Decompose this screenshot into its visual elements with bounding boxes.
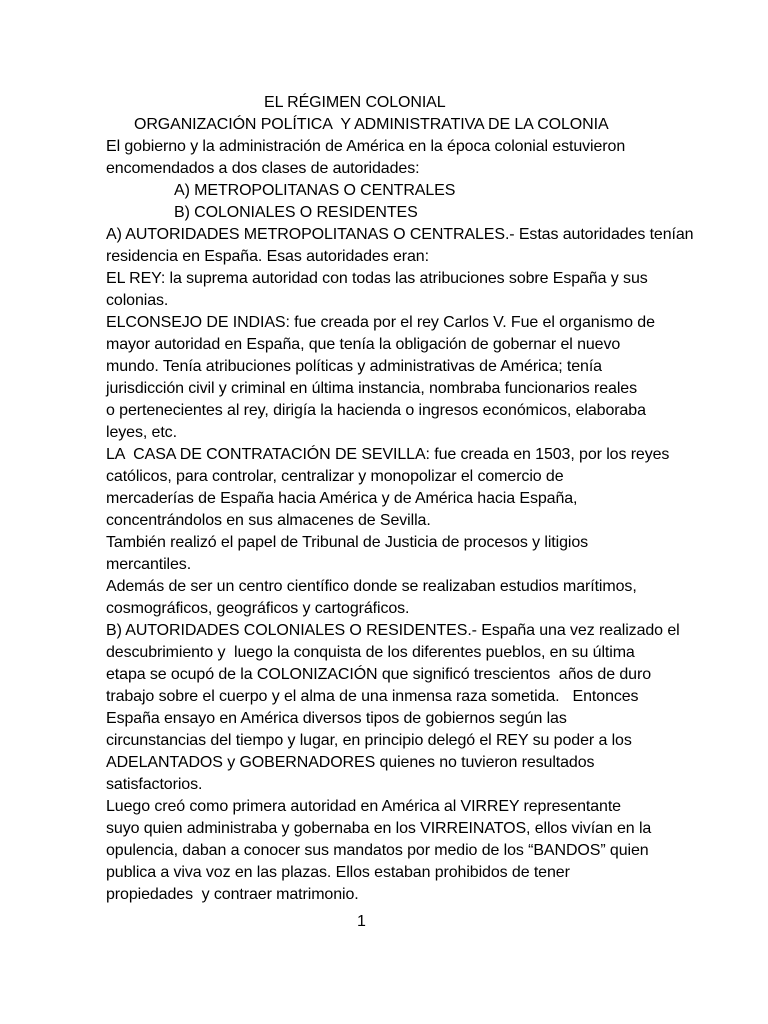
paragraph-line: publica a viva voz en las plazas. Ellos estaban prohibidos de tener <box>106 864 570 881</box>
paragraph-line: Luego creó como primera autoridad en América al VIRREY representante <box>106 798 621 815</box>
paragraph-line: España ensayo en América diversos tipos de gobiernos según las <box>106 710 567 727</box>
paragraph-line: mundo. Tenía atribuciones políticas y administrativas de América; tenía <box>106 358 602 375</box>
paragraph-line: El gobierno y la administración de América en la época colonial estuvieron <box>106 138 626 155</box>
paragraph-line: satisfactorios. <box>106 776 203 793</box>
paragraph-line: Además de ser un centro científico donde se realizaban estudios marítimos, <box>106 578 637 595</box>
list-item: B) COLONIALES O RESIDENTES <box>174 204 418 221</box>
paragraph-line: etapa se ocupó de la COLONIZACIÓN que significó trescientos años de duro <box>106 666 651 683</box>
paragraph-line: propiedades y contraer matrimonio. <box>106 886 359 903</box>
document-body <box>106 92 694 906</box>
paragraph-line: encomendados a dos clases de autoridades: <box>106 160 420 177</box>
page-subtitle: ORGANIZACIÓN POLÍTICA Y ADMINISTRATIVA DE LA COLONIA <box>134 116 609 133</box>
paragraph-line: jurisdicción civil y criminal en última instancia, nombraba funcionarios reales <box>106 380 637 397</box>
paragraph-line: trabajo sobre el cuerpo y el alma de una inmensa raza sometida. Entonces <box>106 688 639 705</box>
page-number: 1 <box>357 913 366 930</box>
paragraph-line: ADELANTADOS y GOBERNADORES quienes no tuvieron resultados <box>106 754 595 771</box>
paragraph-line: colonias. <box>106 292 169 309</box>
paragraph-line: A) AUTORIDADES METROPOLITANAS O CENTRALES.- Estas autoridades tenían <box>106 226 694 243</box>
paragraph-line: católicos, para controlar, centralizar y monopolizar el comercio de <box>106 468 564 485</box>
paragraph-line: mercaderías de España hacia América y de América hacia España, <box>106 490 578 507</box>
page-title: EL RÉGIMEN COLONIAL <box>264 94 446 111</box>
paragraph-line: B) AUTORIDADES COLONIALES O RESIDENTES.- España una vez realizado el <box>106 622 680 639</box>
paragraph-line: residencia en España. Esas autoridades eran: <box>106 248 429 265</box>
paragraph-line: ELCONSEJO DE INDIAS: fue creada por el rey Carlos V. Fue el organismo de <box>106 314 655 331</box>
paragraph-line: opulencia, daban a conocer sus mandatos por medio de los “BANDOS” quien <box>106 842 649 859</box>
paragraph-line: suyo quien administraba y gobernaba en los VIRREINATOS, ellos vivían en la <box>106 820 652 837</box>
paragraph-line: circunstancias del tiempo y lugar, en principio delegó el REY su poder a los <box>106 732 632 749</box>
paragraph-line: leyes, etc. <box>106 424 177 441</box>
paragraph-line: LA CASA DE CONTRATACIÓN DE SEVILLA: fue creada en 1503, por los reyes <box>106 446 670 463</box>
list-item: A) METROPOLITANAS O CENTRALES <box>174 182 456 199</box>
paragraph-line: cosmográficos, geográficos y cartográficos. <box>106 600 410 617</box>
paragraph-line: mayor autoridad en España, que tenía la obligación de gobernar el nuevo <box>106 336 621 353</box>
paragraph-line: EL REY: la suprema autoridad con todas las atribuciones sobre España y sus <box>106 270 648 287</box>
paragraph-line: o pertenecientes al rey, dirigía la hacienda o ingresos económicos, elaboraba <box>106 402 646 419</box>
paragraph-line: concentrándolos en sus almacenes de Sevilla. <box>106 512 431 529</box>
paragraph-line: mercantiles. <box>106 556 192 573</box>
paragraph-line: descubrimiento y luego la conquista de los diferentes pueblos, en su última <box>106 644 635 661</box>
paragraph-line: También realizó el papel de Tribunal de Justicia de procesos y litigios <box>106 534 589 551</box>
